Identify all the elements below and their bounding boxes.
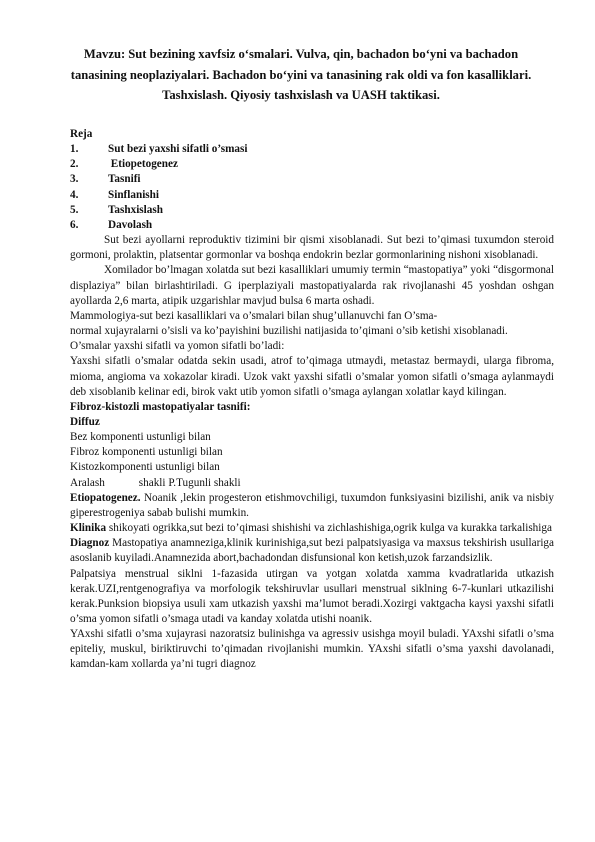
plan-item-text: Sinflanishi: [108, 188, 159, 201]
plan-item-number: 4.: [70, 188, 79, 201]
plan-heading: Reja: [70, 128, 93, 140]
plan-item-text: Tashxislash: [108, 203, 163, 216]
term-text: shikoyati ogrikka,sut bezi to’qimasi shishishi va zichlashishiga,ogrik kulga va kurakka tarkalishiga: [106, 522, 552, 535]
paragraph: Palpatsiya menstrual siklni 1-fazasida utirgan va yotgan xolatda xamma kvadratlarida utkazish kerak.UZI,rentgenografiya va morfologik tekshiruvlar usullari menstrual siklning 6-7-kunlari utkazilishi kerak.Punksion biopsiya usuli xam utkazish yaxshi ma’lumot beradi.Xozirgi vaktgacha kaysi yaxshi sifatli o’sma yomon sifatli o’smaga utadi va kanday xolatda utishi noanik.: [70, 567, 554, 625]
plan-item: [70, 157, 554, 172]
list-item: Fibroz komponenti ustunligi bilan: [70, 446, 223, 459]
plan-item-text: Sut bezi yaxshi sifatli o’smasi: [108, 143, 248, 156]
term-label: Klinika: [70, 522, 107, 535]
paragraph: normal xujayralarni o’sisli va ko’payishini buzilishi natijasida to’qimani o’sib ketishi xisoblanadi.: [70, 325, 508, 338]
paragraph: [70, 536, 554, 566]
plan-item-number: 1.: [70, 143, 79, 156]
paragraph: Xomilador bo’lmagan xolatda sut bezi kasalliklari umumiy termin “mastopatiya” yoki “disgormonal displaziya” bilan birlashtiriladi. G iperplaziyali mastopatiyalarda rak rivojlanashi 45 yoshdan oshgan ayollarda 2,6 marta, atipik uzgarishlar mavjud bulsa 6 marta oshadi.: [70, 264, 554, 307]
term-text: Noanik ,lekin progesteron etishmovchiligi, tuxumdon funksiyasini bizilishi, anik va nisbiy giperestrogeniya sabab bulishi mumkin.: [70, 491, 554, 519]
paragraph: [70, 521, 554, 536]
plan-item-number: 6.: [70, 218, 79, 231]
paragraph: [70, 491, 554, 521]
list-item: [70, 476, 554, 491]
term-label: Diagnoz: [70, 537, 110, 550]
paragraph: Yaxshi sifatli o’smalar odatda sekin usadi, atrof to’qimaga utmaydi, metastaz bermaydi, ularga fibroma, mioma, angioma va xokazolar kiradi. Uzok vakt yaxshi sifatli o’smalar yomon sifatli o’smaga aylanmaydi deb xisoblanib kelinar edi, birok vakt utib yomon sifatli o’smaga aylangan xolatlar kayd kilingan.: [70, 355, 554, 398]
list-item-label: Aralash: [70, 476, 105, 489]
plan-item-number: 3.: [70, 173, 79, 186]
section-heading: Diffuz: [70, 415, 100, 428]
list-item-text: shakli P.Tugunli shakli: [138, 476, 241, 489]
plan-item: [70, 203, 554, 218]
term-label: Etiopatogenez.: [70, 491, 141, 504]
paragraph: Sut bezi ayollarni reproduktiv tizimini bir qismi xisoblanadi. Sut bezi to’qimasi tuxumdon steroid gormoni, prolaktin, platsentar gormonlar va boshqa endokrin bezlar gormonlarining nishoni xisoblanadi.: [70, 234, 554, 262]
document-body: [70, 127, 554, 673]
paragraph: O’smalar yaxshi sifatli va yomon sifatli bo’ladi:: [70, 340, 285, 353]
paragraph: YAxshi sifatli o’sma xujayrasi nazoratsiz bulinishga va agressiv usishga moyil buladi. YAxshi sifatli o’sma epiteliy, muskul, biriktiruvchi to’qimadan rivojlanishi mumkin. YAxshi sifatli o’sma yaxshi davolanadi, kamdan-kam xollarda ya’ni tugri diagnoz: [70, 628, 554, 671]
plan-item-number: 5.: [70, 203, 79, 216]
list-item: Bez komponenti ustunligi bilan: [70, 431, 211, 444]
plan-item: [70, 218, 554, 233]
paragraph: Mammologiya-sut bezi kasalliklari va o’smalari bilan shug’ullanuvchi fan O’sma-: [70, 309, 438, 322]
plan-item: [70, 142, 554, 157]
plan-item-text: Etiopetogenez: [108, 158, 178, 171]
plan-item: [70, 172, 554, 187]
plan-item-text: Davolash: [108, 218, 153, 231]
section-heading: Fibroz-kistozli mastopatiyalar tasnifi:: [70, 400, 251, 413]
plan-item: [70, 188, 554, 203]
list-item: Kistozkomponenti ustunligi bilan: [70, 461, 220, 474]
page-title: Mavzu: Sut bezining xavfsiz o‘smalari. Vulva, qin, bachadon bo‘yni va bachadon tanasining neoplaziyalari. Bachadon bo‘yini va tanasining rak oldi va fon kasalliklari. Tashxislash. Qiyosiy tashxislash va UASH taktikasi.: [70, 47, 532, 102]
term-text: Mastopatiya anamneziga,klinik kurinishiga,sut bezi palpatsiyasiga va maxsus tekshirish usullariga asoslanib kuyiladi.Anamnezida abort,bachadondan disfunsional kon ketish,uzok farzandsizlik.: [70, 537, 554, 565]
plan-item-number: 2.: [70, 158, 79, 171]
plan-item-text: Tasnifi: [108, 173, 141, 186]
